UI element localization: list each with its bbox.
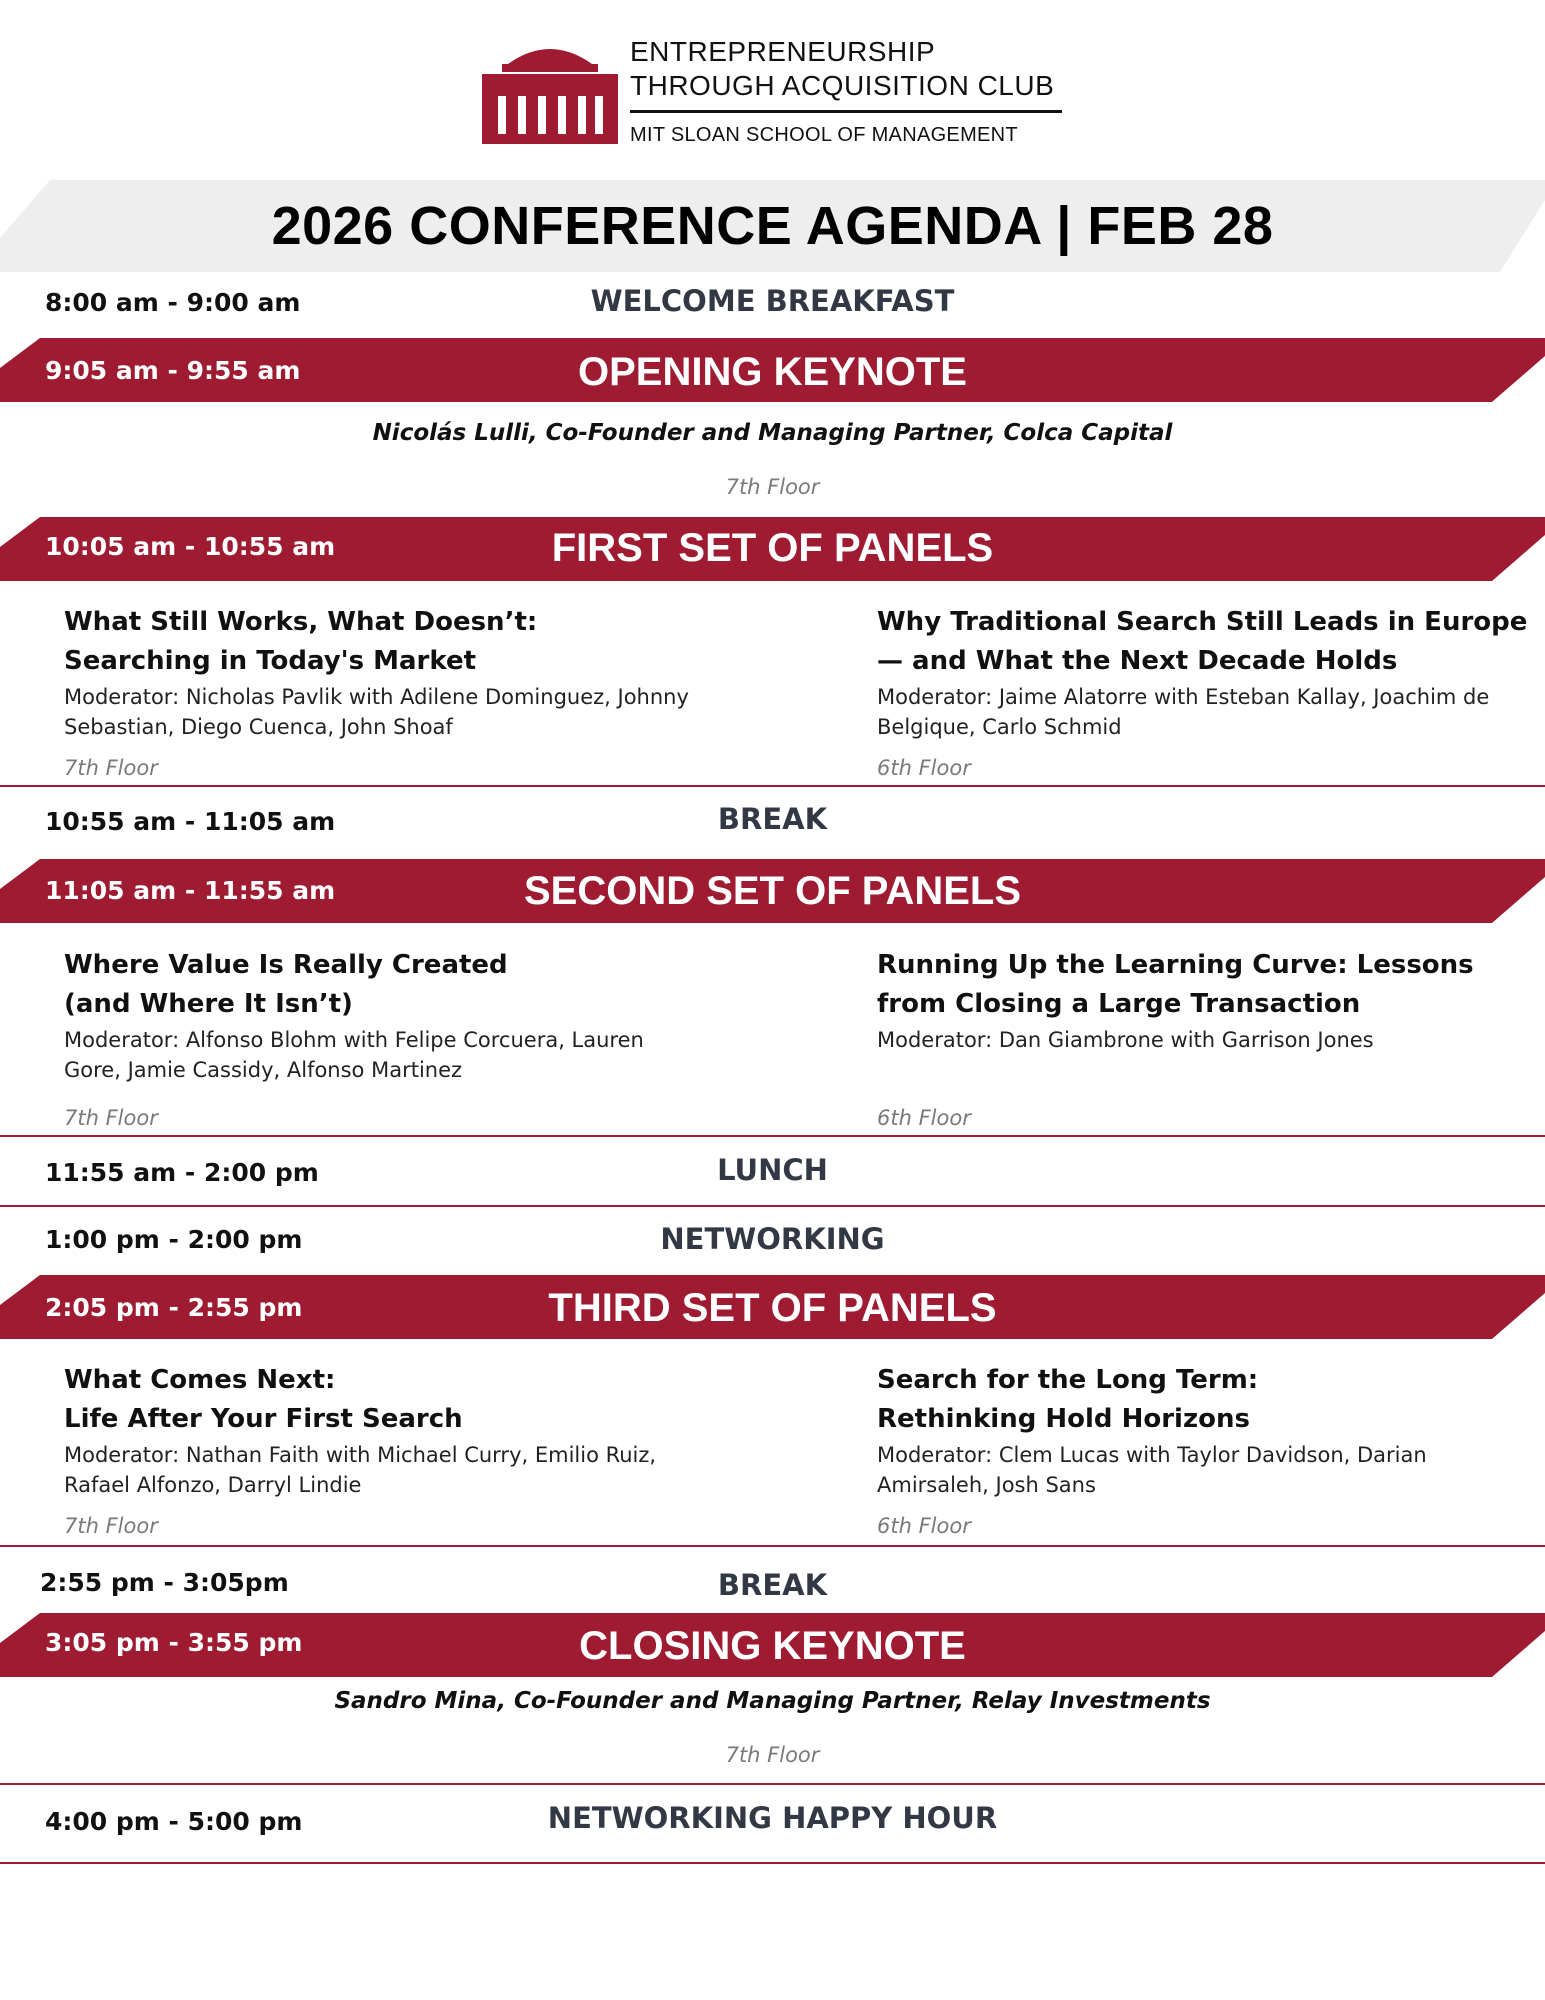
logo-line-2: THROUGH ACQUISITION CLUB bbox=[630, 70, 1055, 101]
logo-line-3: MIT SLOAN SCHOOL OF MANAGEMENT bbox=[630, 124, 1018, 146]
opening-keynote-title: OPENING KEYNOTE bbox=[578, 350, 967, 394]
closing-keynote-title: CLOSING KEYNOTE bbox=[579, 1624, 966, 1668]
divider bbox=[0, 1205, 1545, 1207]
panel-title-line1: Why Traditional Search Still Leads in Europe bbox=[877, 607, 1528, 637]
networking-title: NETWORKING bbox=[660, 1222, 885, 1256]
page-title: 2026 CONFERENCE AGENDA | FEB 28 bbox=[271, 196, 1274, 256]
networking-time: 1:00 pm - 2:00 pm bbox=[45, 1225, 303, 1254]
break1-title: BREAK bbox=[717, 802, 828, 836]
opening-keynote-time: 9:05 am - 9:55 am bbox=[45, 356, 301, 385]
opening-keynote-speaker: Nicolás Lulli, Co-Founder and Managing Partner, Colca Capital bbox=[372, 420, 1173, 446]
panel-title-line2: from Closing a Large Transaction bbox=[877, 989, 1361, 1019]
panel-moderator: Moderator: Clem Lucas with Taylor Davidson, Darian Amirsaleh, Josh Sans bbox=[877, 1443, 1427, 1497]
panel-title-line1: What Comes Next: bbox=[64, 1365, 336, 1395]
panel-floor: 7th Floor bbox=[64, 1106, 158, 1130]
breakfast-time: 8:00 am - 9:00 am bbox=[45, 288, 301, 317]
panel-title bbox=[64, 946, 784, 1024]
break2-time: 2:55 pm - 3:05pm bbox=[40, 1568, 289, 1597]
panel-title bbox=[64, 603, 784, 681]
panel-title bbox=[877, 603, 1545, 681]
panel-title-line2: Rethinking Hold Horizons bbox=[877, 1404, 1250, 1434]
club-logo bbox=[480, 36, 1120, 156]
panel-title bbox=[877, 946, 1545, 1024]
panel-moderator: Moderator: Jaime Alatorre with Esteban Kallay, Joachim de Belgique, Carlo Schmid bbox=[877, 685, 1490, 739]
panels2-time: 11:05 am - 11:55 am bbox=[45, 876, 336, 905]
lunch-time: 11:55 am - 2:00 pm bbox=[45, 1158, 319, 1187]
divider bbox=[0, 785, 1545, 787]
panel-floor: 6th Floor bbox=[877, 1106, 971, 1130]
panel-floor: 6th Floor bbox=[877, 1514, 971, 1538]
panels3-title: THIRD SET OF PANELS bbox=[548, 1286, 997, 1330]
panel-moderator: Moderator: Nathan Faith with Michael Curry, Emilio Ruiz, Rafael Alfonzo, Darryl Lindie bbox=[64, 1443, 657, 1497]
closing-keynote-floor: 7th Floor bbox=[725, 1743, 820, 1767]
panels1-title: FIRST SET OF PANELS bbox=[551, 526, 994, 570]
lunch-title: LUNCH bbox=[717, 1153, 828, 1187]
logo-divider bbox=[630, 110, 1062, 113]
happy-hour-time: 4:00 pm - 5:00 pm bbox=[45, 1807, 303, 1836]
panel-moderator: Moderator: Nicholas Pavlik with Adilene Dominguez, Johnny Sebastian, Diego Cuenca, John Shoaf bbox=[64, 685, 689, 739]
panel-title-line1: Where Value Is Really Created bbox=[64, 950, 508, 980]
logo-line-1: ENTREPRENEURSHIP bbox=[630, 36, 936, 67]
panel-title-line1: What Still Works, What Doesn’t: bbox=[64, 607, 538, 637]
dome-building-icon bbox=[480, 36, 620, 151]
panel-title-line2: Searching in Today's Market bbox=[64, 646, 477, 676]
panel-title-line2: (and Where It Isn’t) bbox=[64, 989, 353, 1019]
panel-title bbox=[64, 1361, 784, 1439]
closing-keynote-time: 3:05 pm - 3:55 pm bbox=[45, 1628, 303, 1657]
panel-title bbox=[877, 1361, 1545, 1439]
closing-keynote-speaker: Sandro Mina, Co-Founder and Managing Partner, Relay Investments bbox=[334, 1688, 1211, 1714]
panel-moderator: Moderator: Alfonso Blohm with Felipe Corcuera, Lauren Gore, Jamie Cassidy, Alfonso Martinez bbox=[64, 1028, 644, 1082]
panel-floor: 7th Floor bbox=[64, 756, 158, 780]
divider bbox=[0, 1783, 1545, 1785]
happy-hour-title: NETWORKING HAPPY HOUR bbox=[547, 1801, 998, 1835]
panels2-title: SECOND SET OF PANELS bbox=[523, 869, 1022, 913]
panel-title-line2: — and What the Next Decade Holds bbox=[877, 646, 1398, 676]
break1-time: 10:55 am - 11:05 am bbox=[45, 807, 336, 836]
divider bbox=[0, 1545, 1545, 1547]
panels3-time: 2:05 pm - 2:55 pm bbox=[45, 1293, 303, 1322]
panel-title-line2: Life After Your First Search bbox=[64, 1404, 463, 1434]
break2-title: BREAK bbox=[717, 1568, 828, 1602]
panel-floor: 7th Floor bbox=[64, 1514, 158, 1538]
divider bbox=[0, 1862, 1545, 1864]
opening-keynote-floor: 7th Floor bbox=[725, 475, 820, 499]
panel-title-line1: Running Up the Learning Curve: Lessons bbox=[877, 950, 1474, 980]
panel-floor: 6th Floor bbox=[877, 756, 971, 780]
breakfast-title: WELCOME BREAKFAST bbox=[590, 284, 955, 318]
divider bbox=[0, 1135, 1545, 1137]
panels1-time: 10:05 am - 10:55 am bbox=[45, 532, 336, 561]
panel-moderator: Moderator: Dan Giambrone with Garrison Jones bbox=[877, 1028, 1374, 1052]
panel-title-line1: Search for the Long Term: bbox=[877, 1365, 1259, 1395]
